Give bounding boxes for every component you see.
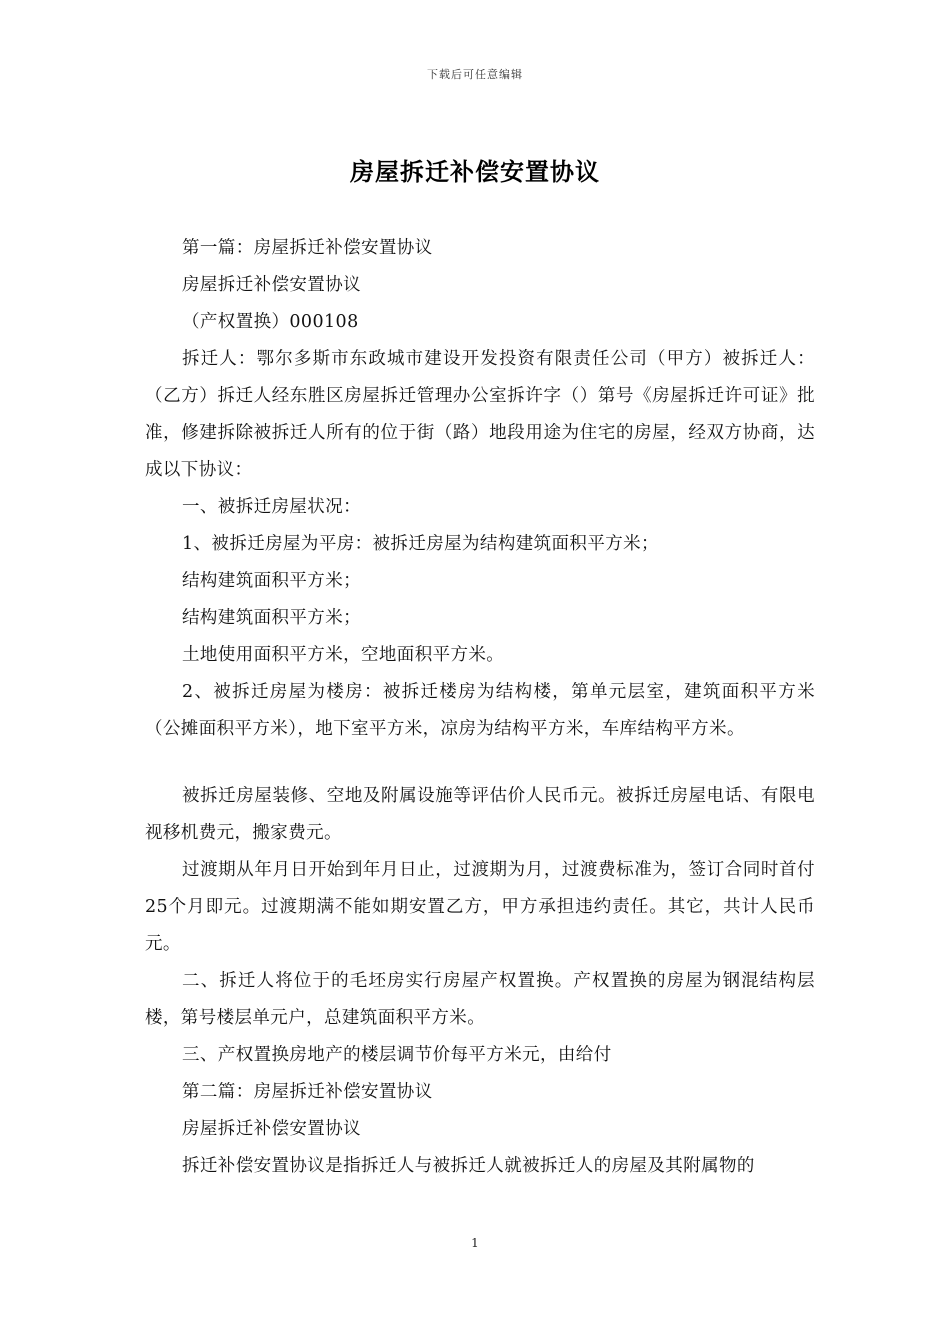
header-note: 下载后可任意编辑	[427, 68, 523, 81]
paragraph-parties: 拆迁人：鄂尔多斯市东政城市建设开发投资有限责任公司（甲方）被拆迁人：（乙方）拆迁人经东胜区房屋拆迁管理办公室拆许字（）第号《房屋拆迁许可证》批准，修建拆除被拆迁人所有的位于街（路）地段用途为住宅的房屋，经双方协商，达成以下协议：	[145, 349, 815, 480]
paragraph-structure-1: 结构建筑面积平方米；	[182, 571, 361, 591]
page-number: 1	[471, 1236, 479, 1250]
clause-heading-1: 一、被拆迁房屋状况：	[182, 497, 361, 517]
clause-heading-2: 二、拆迁人将位于的毛坯房实行房屋产权置换。产权置换的房屋为钢混结构层楼，第号楼层单元户，总建筑面积平方米。	[145, 971, 815, 1028]
paragraph-transition: 过渡期从年月日开始到年月日止，过渡期为月，过渡费标准为，签订合同时首付25个月即元。过渡期满不能如期安置乙方，甲方承担违约责任。其它，共计人民币元。	[145, 860, 815, 954]
paragraph-land-area: 土地使用面积平方米，空地面积平方米。	[182, 645, 505, 665]
paragraph-valuation: 被拆迁房屋装修、空地及附属设施等评估价人民币元。被拆迁房屋电话、有限电视移机费元，搬家费元。	[145, 786, 815, 843]
document-title: 房屋拆迁补偿安置协议	[350, 157, 600, 186]
subtitle-2: 房屋拆迁补偿安置协议	[182, 1119, 361, 1139]
paragraph-structure-2: 结构建筑面积平方米；	[182, 608, 361, 628]
document-body	[145, 230, 815, 1185]
paragraph-item-2: 2、被拆迁房屋为楼房：被拆迁楼房为结构楼，第单元层室，建筑面积平方米（公摊面积平方米），地下室平方米，凉房为结构平方米，车库结构平方米。	[145, 682, 815, 739]
paragraph-definition: 拆迁补偿安置协议是指拆迁人与被拆迁人就被拆迁人的房屋及其附属物的	[182, 1156, 755, 1176]
subtitle: 房屋拆迁补偿安置协议	[182, 275, 361, 295]
section-heading-2: 第二篇：房屋拆迁补偿安置协议	[182, 1082, 433, 1102]
paragraph-item-1: 1、被拆迁房屋为平房：被拆迁房屋为结构建筑面积平方米；	[182, 534, 659, 554]
section-heading-1: 第一篇：房屋拆迁补偿安置协议	[182, 238, 433, 258]
clause-heading-3: 三、产权置换房地产的楼层调节价每平方米元，由给付	[182, 1045, 612, 1065]
subtitle-code: （产权置换）000108	[182, 312, 359, 332]
